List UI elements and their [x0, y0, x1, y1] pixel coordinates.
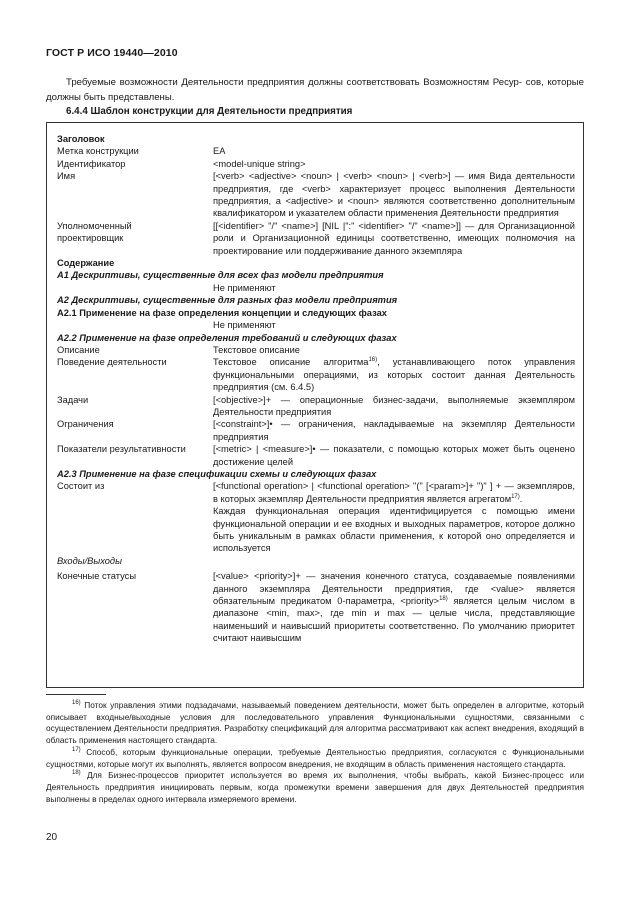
subsection-a22: А2.2 Применение на фазе определения требований и следующих фазах	[57, 332, 397, 343]
row-value: Текстовое описание	[213, 344, 300, 355]
footnote-ref: 17)	[511, 493, 520, 500]
section-title: 6.4.4 Шаблон конструкции для Деятельности предприятия	[66, 106, 353, 117]
table-row	[57, 145, 575, 157]
footnote-text: Поток управления этими подзадачами, называемый поведением деятельности, может быть определен в алгоритме, который описывает входные/выходные условия для последовательного управления Функциональными сущностями, связанными с осуществлением Деятельности предприятия. Разработку спецификаций для алгоритма рассматривают как аспект внедрения, входящий в область применения настоящего стандарта.	[46, 700, 584, 746]
footnote-number: 17)	[72, 747, 81, 754]
row-value	[213, 480, 575, 505]
row-label: Описание	[57, 344, 100, 355]
subsection-a1: А1 Дескриптивы, существенные для всех фаз модели предприятия	[57, 270, 384, 281]
footnote-ref: 16)	[368, 357, 378, 364]
table-row	[57, 158, 575, 170]
table-row	[57, 170, 575, 220]
page-number: 20	[46, 832, 58, 843]
footnote-text: Для Бизнес-процессов приоритет используется во время их выполнения, чтобы выбрать, какой Бизнес-процесс или Деятельность предприятия инициировать первым, когда промежутки времени завершения для двух Деятельностей предприятия выполнены в пределах одного интервала измеряемого времени.	[46, 770, 584, 804]
footnote	[46, 770, 584, 805]
row-label: Поведение деятельности	[57, 357, 167, 368]
value-text: , устанавливающего поток управления функциональными операциями, из которых состоит данная Деятельность предприятия (см. 6.4.5)	[213, 357, 575, 393]
table-heading: Заголовок	[57, 134, 105, 144]
construct-template-table	[46, 122, 584, 688]
row-label: Ограничения	[57, 419, 114, 430]
value-text: Текстовое описание алгоритма	[213, 357, 369, 368]
row-label: Имя	[57, 171, 76, 182]
row-value: Не применяют	[213, 320, 276, 331]
footnote-text: Способ, которым функциональные операции, требуемые Деятельностью предприятия, согласуются с Функциональными сущностями, которые могут их выполнять, является вопросом внедрения, не входящим в область применения настоящего стандарта.	[46, 746, 584, 769]
table-row	[57, 319, 575, 331]
table-row	[57, 282, 575, 294]
row-label: Метка конструкции	[57, 146, 139, 157]
subsection-a2: А2 Дескриптивы, существенные для разных фаз модели предприятия	[57, 295, 398, 306]
intro-paragraph	[46, 76, 584, 105]
table-row	[57, 480, 575, 505]
footnote-separator	[46, 694, 106, 695]
footnotes	[46, 700, 584, 805]
row-label: Уполномоченный проектировщик	[57, 220, 132, 244]
row-value: [<metric> | <measure>]• — показатели, с помощью которых может быть оценено достижение целей	[213, 444, 575, 467]
row-value	[213, 570, 575, 644]
footnote	[46, 747, 584, 770]
value-text: .	[519, 493, 523, 504]
table-row	[57, 344, 575, 356]
value-text: [<value> <priority>]+ — значения конечного статуса, создаваемые появлениями данного экземпляра Деятельности предприятия, где <value> является обязательным предикатом 0-параметра, <priority>	[213, 571, 575, 607]
table-row	[57, 443, 575, 468]
row-label: Показатели результативности	[57, 444, 186, 455]
row-value: [[<identifier> "/" <name>] [NIL |":" <identifier> "/" <name>]] — для Организационной роли и Организационной единицы соответственно, имеющих полномочия на проектирование или поддерживание данного экземпляра	[213, 220, 575, 256]
table-row	[57, 220, 575, 257]
row-label: Состоит из	[57, 481, 105, 492]
table-row	[57, 394, 575, 419]
row-value: [<objective>]+ — операционные бизнес-задачи, выполняемые экземпляром Деятельности предприятия	[213, 394, 575, 417]
row-value: EA	[213, 146, 226, 157]
intro-line-2: сов, которые должны быть представлены.	[46, 77, 584, 103]
table-row	[57, 356, 575, 393]
subsection-a23: А2.3 Применение на фазе спецификации схемы и следующих фазах	[57, 468, 377, 479]
intro-line-1: Требуемые возможности Деятельности предприятия должны соответствовать Возможностям Ресур-	[66, 77, 523, 88]
footnote	[46, 700, 584, 747]
row-value: Каждая функциональная операция идентифицируется с помощью имени функциональной операции и ее входных и выходных параметров, которое должно быть уникальным в рамках области применения, к которой оно определяется и используется	[213, 506, 575, 554]
footnote-number: 18)	[72, 770, 81, 777]
content-heading: Содержание	[57, 258, 115, 269]
table-body	[57, 133, 575, 645]
row-label: Задачи	[57, 394, 89, 405]
row-label: Идентификатор	[57, 158, 126, 169]
row-value: <model-unique string>	[213, 158, 306, 169]
row-value	[213, 356, 575, 393]
table-row	[57, 505, 575, 555]
value-text: является целым числом в диапазоне <min, max>, где min и max — целые числа, представляющие наименьший и наивысший приоритеты соответственно. По умолчанию приоритет считают наивысшим	[213, 596, 576, 644]
io-label: Входы/Выходы	[57, 555, 122, 566]
value-text: [<functional operation> | <functional operation> "(" [<param>]+ ")" ] + — экземпляров, в которых экземпляр Деятельности предприятия является агрегатом	[213, 481, 575, 504]
page-header: ГОСТ Р ИСО 19440—2010	[46, 47, 178, 59]
row-value: [<verb> <adjective> <noun> | <verb> <noun> | <verb>] — имя Вида деятельности предприятия, где <verb> характеризует процесс выполнения Деятельности предприятия, а <adjective> и <noun> являются соответственно дополнительным квалификатором и указателем области применения Деятельности предприятия	[213, 171, 575, 219]
row-value: Не применяют	[213, 282, 276, 293]
subsection-a21: А2.1 Применение на фазе определения концепции и следующих фазах	[57, 307, 387, 318]
row-label: Конечные статусы	[57, 571, 137, 582]
footnote-ref: 18)	[439, 595, 448, 602]
footnote-number: 16)	[72, 700, 81, 707]
row-value: [<constraint>]• — ограничения, накладываемые на экземпляр Деятельности предприятия	[213, 419, 575, 442]
table-row	[57, 418, 575, 443]
table-row	[57, 570, 575, 644]
